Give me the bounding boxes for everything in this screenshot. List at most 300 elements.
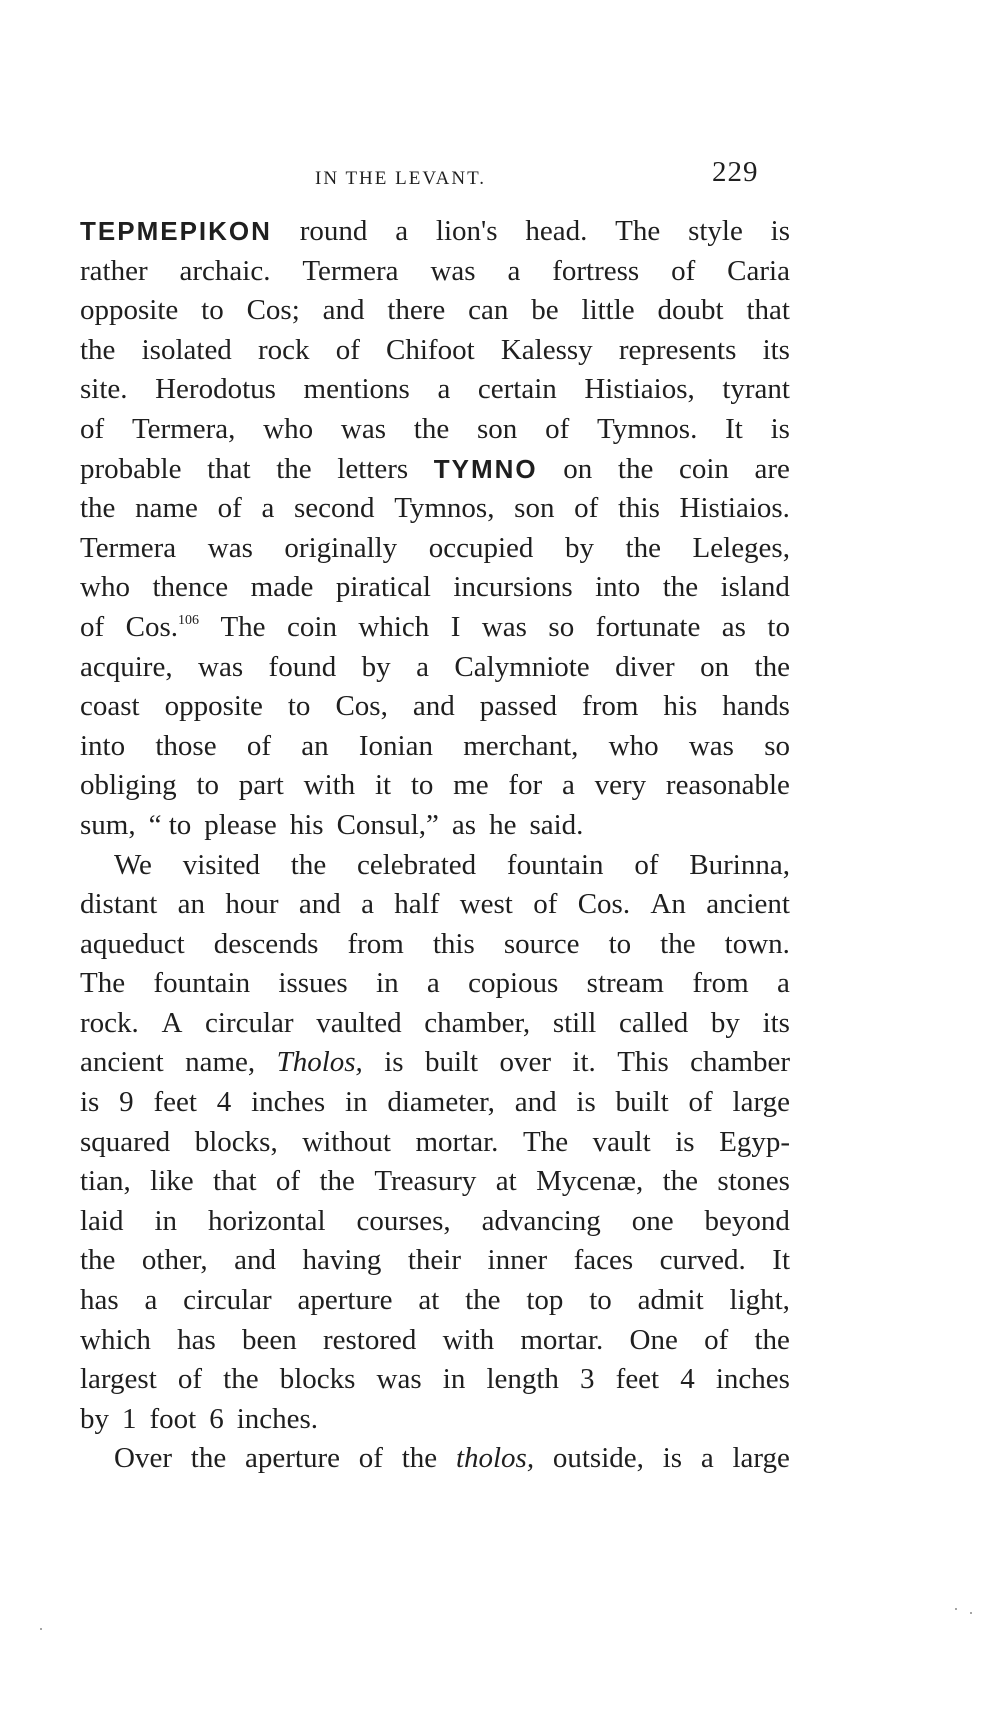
text-line bbox=[80, 1126, 790, 1166]
word: incursions bbox=[453, 571, 573, 604]
word: Termera, bbox=[131, 412, 236, 445]
word: Histiaios. bbox=[679, 492, 790, 525]
word: other, bbox=[141, 1244, 208, 1277]
word: said. bbox=[529, 808, 584, 841]
word: 9 bbox=[119, 1086, 134, 1119]
word: was bbox=[688, 729, 734, 762]
word: be bbox=[531, 294, 559, 327]
word: aperture bbox=[244, 1442, 340, 1475]
word: the bbox=[754, 1323, 790, 1356]
text-line bbox=[80, 1442, 790, 1482]
word: was bbox=[481, 610, 527, 643]
word: at bbox=[495, 1165, 517, 1198]
word: inches bbox=[251, 1086, 326, 1119]
word: site. bbox=[80, 373, 128, 406]
word: who bbox=[263, 412, 314, 445]
word: circular bbox=[183, 1284, 272, 1317]
word: Mycenæ, bbox=[536, 1165, 644, 1198]
word: town. bbox=[724, 927, 790, 960]
word: coast bbox=[80, 690, 140, 723]
word: Treasury bbox=[374, 1165, 477, 1198]
word: squared bbox=[80, 1125, 171, 1158]
word: the bbox=[617, 452, 654, 485]
word: of bbox=[545, 412, 570, 445]
word: little bbox=[581, 294, 635, 327]
word: faces bbox=[573, 1244, 634, 1277]
word: into bbox=[595, 571, 641, 604]
text-line bbox=[80, 769, 790, 809]
word: has bbox=[177, 1323, 216, 1356]
word: ancient bbox=[80, 1046, 164, 1079]
word: rock bbox=[257, 333, 310, 366]
text-line bbox=[80, 888, 790, 928]
word: Histiaios, bbox=[584, 373, 695, 406]
word: has bbox=[80, 1284, 119, 1317]
word: into bbox=[80, 729, 126, 762]
word: piratical bbox=[335, 571, 431, 604]
text-line bbox=[80, 453, 790, 493]
word: a bbox=[777, 967, 790, 1000]
word: in bbox=[344, 1086, 368, 1119]
word: of bbox=[217, 492, 242, 525]
word: fountain bbox=[506, 848, 604, 881]
word: by bbox=[361, 650, 391, 683]
word: is bbox=[576, 1086, 596, 1119]
word: is bbox=[770, 215, 790, 247]
word: fountain bbox=[153, 967, 251, 1000]
word: the bbox=[319, 1165, 355, 1198]
word: and bbox=[298, 888, 341, 921]
word: The bbox=[80, 967, 126, 1000]
word: having bbox=[302, 1244, 382, 1277]
word: that bbox=[213, 1165, 257, 1198]
word: outside, bbox=[552, 1442, 644, 1475]
paper-speck bbox=[40, 1628, 42, 1630]
word: from bbox=[347, 927, 404, 960]
paper-speck bbox=[970, 1612, 972, 1614]
word: the bbox=[80, 1244, 116, 1277]
word: fortress bbox=[552, 254, 640, 287]
word: copious bbox=[468, 967, 559, 1000]
word: the bbox=[80, 333, 116, 366]
word: by bbox=[80, 1402, 109, 1435]
word: doubt bbox=[657, 294, 724, 327]
text-line bbox=[80, 1165, 790, 1205]
word: obliging bbox=[80, 769, 177, 802]
word: Ionian bbox=[358, 729, 433, 762]
word: An bbox=[650, 888, 686, 921]
word: feet bbox=[153, 1086, 197, 1119]
word: feet bbox=[615, 1363, 660, 1396]
word: part bbox=[238, 769, 284, 802]
word: a bbox=[700, 1442, 714, 1475]
word: style bbox=[688, 215, 743, 247]
word: was bbox=[430, 254, 476, 287]
text-line bbox=[80, 334, 790, 374]
paper-speck bbox=[955, 1608, 957, 1610]
word: Caria bbox=[727, 254, 790, 287]
word: to bbox=[589, 1284, 612, 1317]
word: me bbox=[453, 769, 489, 802]
word: by bbox=[710, 1006, 740, 1039]
word: blocks, bbox=[194, 1125, 278, 1158]
word: inner bbox=[487, 1244, 548, 1277]
word: “ to bbox=[148, 808, 192, 841]
word: opposite bbox=[80, 294, 179, 327]
text-line bbox=[80, 1007, 790, 1047]
word: the bbox=[660, 927, 696, 960]
word: mortar. bbox=[415, 1125, 499, 1158]
word: which bbox=[80, 1323, 151, 1356]
word: coin bbox=[678, 452, 729, 485]
word: A bbox=[161, 1006, 183, 1039]
text-line bbox=[80, 928, 790, 968]
word: of bbox=[533, 888, 558, 921]
word: coin bbox=[287, 610, 337, 643]
word: vaulted bbox=[316, 1006, 402, 1039]
word: mortar. bbox=[520, 1323, 604, 1356]
word: 3 bbox=[580, 1363, 595, 1396]
word: descends bbox=[213, 927, 319, 960]
word: in bbox=[442, 1363, 466, 1396]
word: mentions bbox=[303, 373, 410, 406]
word: the bbox=[276, 452, 312, 485]
word: The bbox=[522, 1125, 569, 1158]
word: Herodotus bbox=[155, 373, 276, 406]
word: of bbox=[574, 492, 599, 525]
word: It bbox=[725, 412, 743, 445]
text-line bbox=[80, 532, 790, 572]
word: to bbox=[201, 294, 224, 327]
word: rather bbox=[80, 254, 148, 287]
word: This bbox=[617, 1046, 669, 1079]
word: called bbox=[619, 1006, 689, 1039]
word: made bbox=[250, 571, 314, 604]
word: with bbox=[303, 769, 356, 802]
word: the bbox=[401, 1442, 438, 1475]
word: was bbox=[376, 1363, 422, 1396]
word: that bbox=[746, 294, 790, 327]
word: Cos. bbox=[125, 610, 179, 643]
word: It bbox=[772, 1244, 790, 1277]
word: of bbox=[80, 412, 105, 445]
text-line bbox=[80, 492, 790, 532]
word: horizontal bbox=[207, 1204, 326, 1237]
word: who bbox=[80, 571, 130, 604]
body-text bbox=[80, 215, 790, 1482]
word: who bbox=[608, 729, 659, 762]
word: represents bbox=[618, 333, 737, 366]
word: so bbox=[548, 610, 575, 643]
word: probable bbox=[80, 452, 182, 485]
word: Egyp- bbox=[719, 1125, 790, 1158]
word: his bbox=[289, 808, 324, 841]
word: the bbox=[465, 1284, 501, 1317]
word: restored bbox=[322, 1323, 417, 1356]
word: fortunate bbox=[595, 610, 701, 643]
word: son bbox=[477, 412, 518, 445]
word: which bbox=[358, 610, 430, 643]
word: circular bbox=[205, 1006, 294, 1039]
word: celebrated bbox=[357, 848, 477, 881]
text-line bbox=[80, 690, 790, 730]
word: Over bbox=[114, 1442, 172, 1475]
word: of bbox=[704, 1323, 729, 1356]
word: its bbox=[762, 333, 790, 366]
word: 4 bbox=[216, 1086, 232, 1119]
word: of bbox=[688, 1086, 713, 1119]
word: that bbox=[207, 452, 251, 485]
word: The bbox=[220, 610, 266, 643]
word: ancient bbox=[706, 888, 790, 921]
word: tyrant bbox=[722, 373, 790, 406]
word: the bbox=[223, 1363, 259, 1396]
word: on bbox=[700, 650, 730, 683]
word: this bbox=[617, 492, 660, 525]
word: sum, bbox=[80, 808, 136, 841]
word: was bbox=[340, 412, 387, 445]
word: a bbox=[395, 215, 409, 247]
word: admit bbox=[637, 1284, 704, 1317]
text-line bbox=[80, 215, 790, 255]
word: half bbox=[394, 888, 440, 921]
word: courses, bbox=[356, 1204, 451, 1237]
word: 4 bbox=[680, 1363, 695, 1396]
word: the bbox=[754, 650, 790, 683]
word: on bbox=[563, 452, 593, 485]
word: built bbox=[615, 1086, 669, 1119]
word: without bbox=[302, 1125, 391, 1158]
word: very bbox=[594, 769, 647, 802]
word: length bbox=[486, 1363, 559, 1396]
word: the bbox=[625, 531, 661, 564]
word: distant bbox=[80, 888, 158, 921]
word: 6 bbox=[209, 1402, 224, 1435]
word: Burinna, bbox=[689, 848, 790, 881]
word: a bbox=[416, 650, 429, 683]
word: of bbox=[275, 1165, 301, 1198]
word: chamber, bbox=[424, 1006, 531, 1039]
word: inches bbox=[715, 1363, 790, 1396]
word: as bbox=[451, 808, 477, 841]
word: a bbox=[261, 492, 275, 525]
text-line bbox=[80, 294, 790, 334]
word: hands bbox=[722, 690, 790, 723]
word: blocks bbox=[279, 1363, 356, 1396]
word: and bbox=[514, 1086, 557, 1119]
text-line bbox=[80, 849, 790, 889]
word: to bbox=[287, 690, 311, 723]
word: built bbox=[424, 1046, 479, 1079]
word: of bbox=[634, 848, 659, 881]
word: Calymniote bbox=[454, 650, 590, 683]
word: opposite bbox=[164, 690, 263, 723]
word: a bbox=[561, 769, 575, 802]
word: and bbox=[234, 1244, 276, 1277]
word: there bbox=[387, 294, 446, 327]
word: diameter, bbox=[387, 1086, 495, 1119]
word: beyond bbox=[704, 1204, 790, 1237]
text-line bbox=[80, 1403, 790, 1443]
word: to bbox=[767, 610, 790, 643]
word: certain bbox=[477, 373, 557, 406]
word: his bbox=[663, 690, 698, 723]
word-with-footnote bbox=[126, 611, 199, 644]
text-line bbox=[80, 1086, 790, 1126]
text-line bbox=[80, 651, 790, 691]
word: round bbox=[299, 215, 368, 247]
word: vault bbox=[592, 1125, 651, 1158]
word: archaic. bbox=[179, 254, 271, 287]
text-line bbox=[80, 1205, 790, 1245]
word: one bbox=[631, 1204, 674, 1237]
word: their bbox=[407, 1244, 462, 1277]
word: west bbox=[459, 888, 513, 921]
word: is bbox=[80, 1086, 100, 1119]
word: Kalessy bbox=[500, 333, 593, 366]
word: can bbox=[468, 294, 509, 327]
word: a bbox=[426, 967, 440, 1000]
word: aperture bbox=[297, 1284, 393, 1317]
word: from bbox=[582, 690, 639, 723]
word: Leleges, bbox=[692, 531, 790, 564]
word: passed bbox=[479, 690, 558, 723]
word: curved. bbox=[659, 1244, 746, 1277]
word: an bbox=[177, 888, 206, 921]
word: as bbox=[721, 610, 746, 643]
word: and bbox=[322, 294, 365, 327]
text-line bbox=[80, 1363, 790, 1403]
coin-letters: TYMNO bbox=[433, 453, 538, 484]
text-line bbox=[80, 571, 790, 611]
word: inches. bbox=[236, 1402, 319, 1435]
word: at bbox=[418, 1284, 440, 1317]
word: was bbox=[207, 531, 253, 564]
word: of bbox=[671, 254, 696, 287]
word: light, bbox=[729, 1284, 790, 1317]
word: still bbox=[552, 1006, 597, 1039]
word: Cos. bbox=[577, 888, 631, 921]
text-line bbox=[80, 1284, 790, 1324]
word: reasonable bbox=[665, 769, 790, 802]
word: those bbox=[155, 729, 217, 762]
word: like bbox=[150, 1165, 194, 1198]
word: tian, bbox=[80, 1165, 131, 1198]
word: by bbox=[564, 531, 594, 564]
word: the bbox=[80, 492, 116, 525]
word: of bbox=[177, 1363, 203, 1396]
word: Cos; bbox=[246, 294, 300, 327]
text-line bbox=[80, 611, 790, 651]
word: please bbox=[204, 808, 277, 841]
word: over bbox=[499, 1046, 552, 1079]
word: and bbox=[412, 690, 455, 723]
word: aqueduct bbox=[80, 927, 185, 960]
running-head: IN THE LEVANT. bbox=[315, 168, 487, 189]
word: to bbox=[410, 769, 434, 802]
word: originally bbox=[284, 531, 398, 564]
text-line bbox=[80, 1244, 790, 1284]
text-line bbox=[80, 373, 790, 413]
word: One bbox=[629, 1323, 678, 1356]
word: its bbox=[762, 1006, 790, 1039]
word: chamber bbox=[690, 1046, 790, 1079]
word: Consul,” bbox=[336, 808, 439, 841]
word: 1 bbox=[122, 1402, 137, 1435]
word: the bbox=[190, 1442, 227, 1475]
word: diver bbox=[615, 650, 675, 683]
word: letters bbox=[337, 452, 409, 485]
italic-word: tholos, bbox=[455, 1442, 535, 1475]
word: an bbox=[301, 729, 329, 762]
word: found bbox=[268, 650, 337, 683]
text-line bbox=[80, 1324, 790, 1364]
word: name bbox=[135, 492, 198, 525]
word: the bbox=[413, 412, 450, 445]
word: it bbox=[374, 769, 392, 802]
word: advancing bbox=[481, 1204, 601, 1237]
word: issues bbox=[278, 967, 348, 1000]
word: I bbox=[450, 610, 461, 643]
word: acquire, bbox=[80, 650, 173, 683]
word: is bbox=[675, 1125, 695, 1158]
word: been bbox=[241, 1323, 297, 1356]
word: occupied bbox=[428, 531, 534, 564]
word: stones bbox=[717, 1165, 790, 1198]
word: so bbox=[764, 729, 790, 762]
greek-inscription: TEPMEPIKON bbox=[80, 216, 272, 246]
word: isolated bbox=[141, 333, 232, 366]
word: name, bbox=[185, 1046, 256, 1079]
word: for bbox=[508, 769, 543, 802]
word: laid bbox=[80, 1204, 124, 1237]
word: a bbox=[507, 254, 521, 287]
word: head. bbox=[525, 215, 588, 247]
text-line bbox=[80, 413, 790, 453]
word: Tymnos. bbox=[597, 412, 698, 445]
word: stream bbox=[586, 967, 664, 1000]
text-line bbox=[80, 809, 790, 849]
word: a bbox=[437, 373, 451, 406]
footnote-marker: 106 bbox=[178, 612, 200, 628]
word: is bbox=[662, 1442, 683, 1475]
word: hour bbox=[225, 888, 279, 921]
word: thence bbox=[152, 571, 229, 604]
word: with bbox=[442, 1323, 495, 1356]
word: Cos, bbox=[335, 690, 388, 723]
word: is bbox=[384, 1046, 404, 1079]
word: it. bbox=[572, 1046, 596, 1079]
word: largest bbox=[80, 1363, 157, 1396]
word: in bbox=[376, 967, 399, 1000]
italic-word: Tholos, bbox=[276, 1046, 363, 1079]
word: are bbox=[754, 452, 790, 485]
word: son bbox=[514, 492, 555, 525]
word: second bbox=[293, 492, 375, 525]
word: Chifoot bbox=[386, 333, 475, 366]
text-line bbox=[80, 967, 790, 1007]
word: large bbox=[732, 1086, 790, 1119]
word: lion's bbox=[435, 215, 498, 247]
word: of bbox=[358, 1442, 383, 1475]
word: foot bbox=[149, 1402, 197, 1435]
word: of bbox=[246, 729, 272, 762]
text-line bbox=[80, 255, 790, 295]
word: visited bbox=[182, 848, 261, 881]
word: a bbox=[144, 1284, 158, 1317]
word: large bbox=[732, 1442, 790, 1475]
word: is bbox=[770, 412, 790, 445]
